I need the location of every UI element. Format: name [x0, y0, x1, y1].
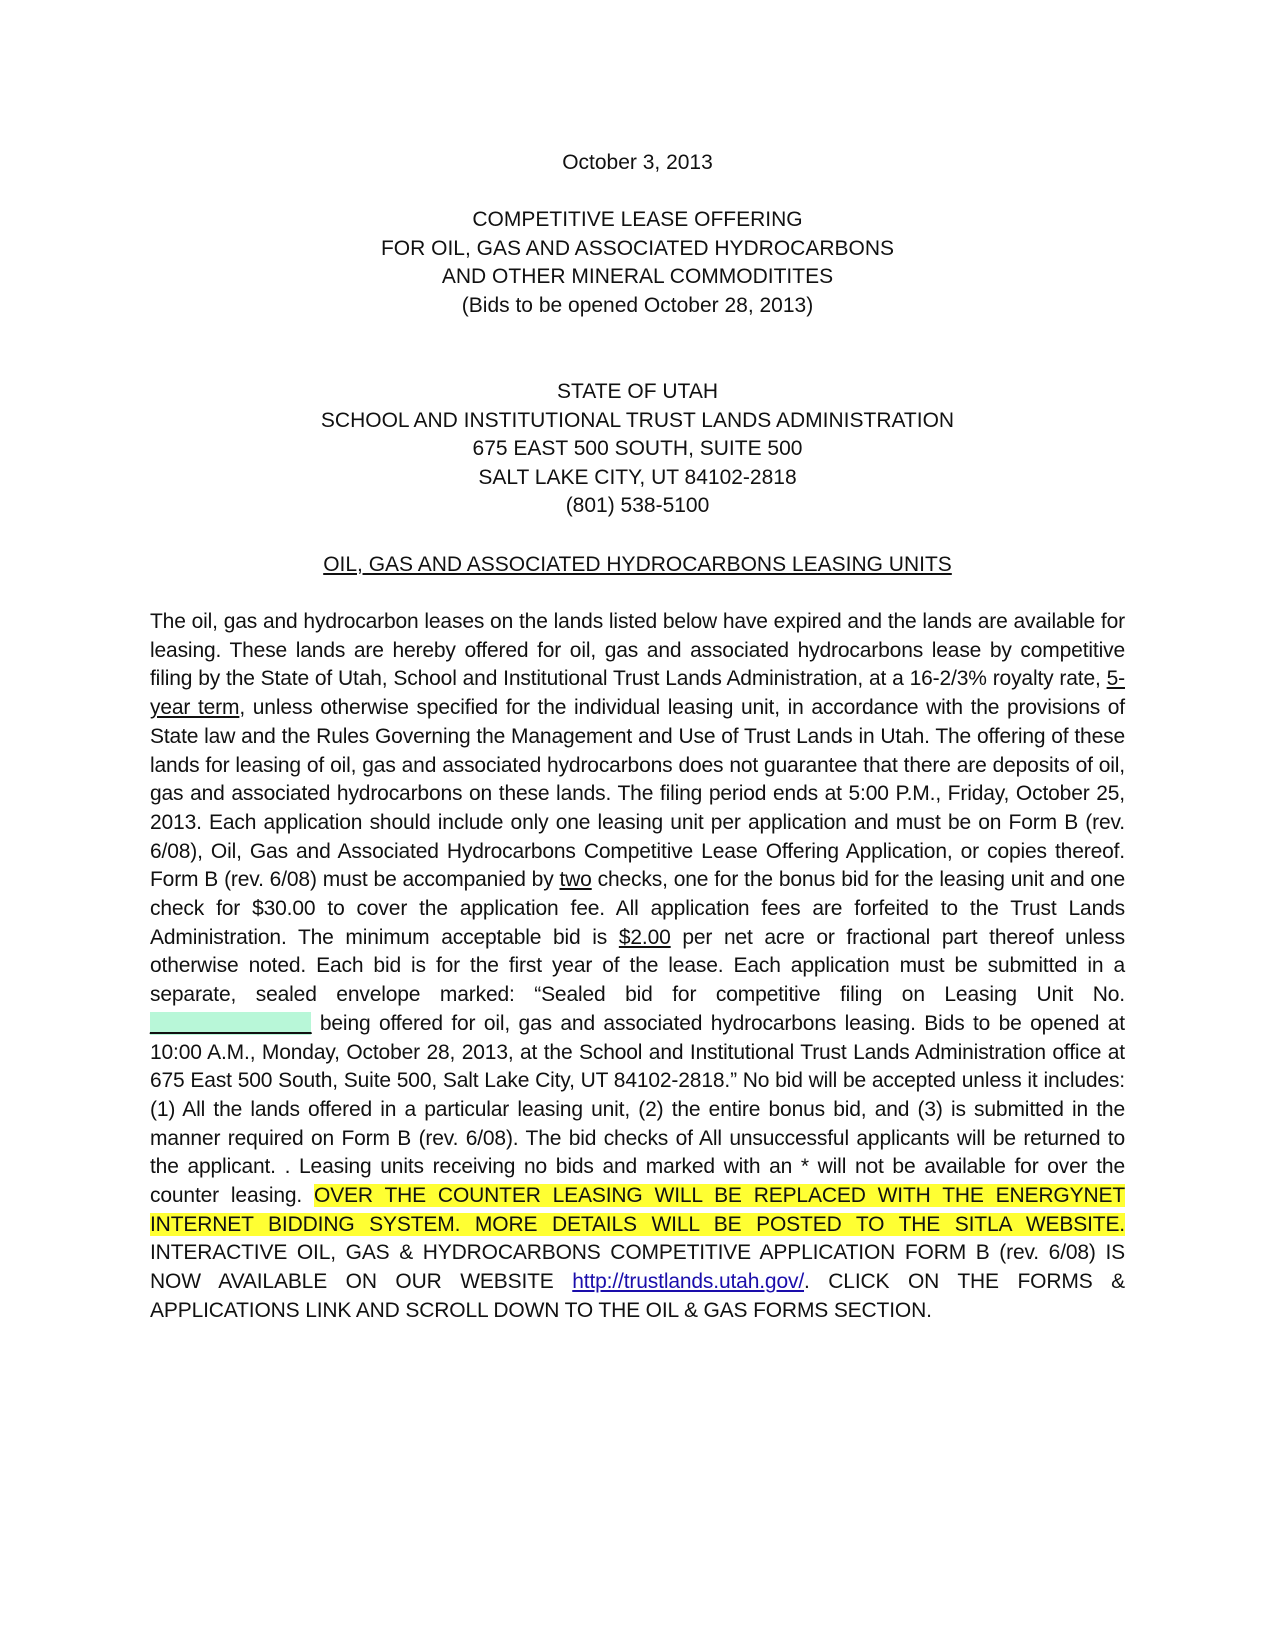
leasing-unit-blank: ______________	[150, 1011, 312, 1035]
body-text-segment: INTERACTIVE OIL, GAS & HYDROCARBONS COMPETITIVE APPLICATION FORM B (rev. 6/08) IS NOW AVAILABLE ON OUR WEBSITE	[150, 1241, 1125, 1294]
offering-body-paragraph	[150, 608, 1125, 1326]
energynet-highlight-notice: OVER THE COUNTER LEASING WILL BE REPLACED WITH THE ENERGYNET INTERNET BIDDING SYSTEM. MORE DETAILS WILL BE POSTED TO THE SITLA WEBSITE.	[150, 1184, 1126, 1236]
body-text-segment: per net acre or fractional part thereof unless otherwise noted. Each bid is for the first year of the lease. Each application must be submitted in a separate, sealed envelope marked: “Sealed bid for competitive filing on Leasing Unit No.	[150, 925, 1125, 1007]
lease-term: 5-year term	[150, 667, 1125, 720]
leasing-units-heading	[0, 551, 1275, 580]
agency-address-block	[0, 378, 1275, 521]
minimum-bid: $2.00	[618, 925, 671, 949]
offering-title-line: FOR OIL, GAS AND ASSOCIATED HYDROCARBONS	[380, 236, 895, 260]
agency-state: STATE OF UTAH	[557, 380, 718, 403]
website-link[interactable]: http://trustlands.utah.gov/	[572, 1270, 805, 1294]
agency-name: SCHOOL AND INSTITUTIONAL TRUST LANDS ADMINISTRATION	[320, 408, 955, 432]
agency-city: SALT LAKE CITY, UT 84102-2818	[478, 465, 797, 489]
agency-street: 675 EAST 500 SOUTH, SUITE 500	[472, 437, 803, 460]
body-text-segment: The oil, gas and hydrocarbon leases on the lands listed below have expired and the lands are available for leasing. These lands are hereby offered for oil, gas and associated hydrocarbons lease by competitive filing by the State of Utah, School and Institutional Trust Lands Administration, at a 16-2/3% royalty rate,	[150, 610, 1125, 691]
offering-title-line: COMPETITIVE LEASE OFFERING	[472, 208, 803, 231]
leasing-units-heading-text: OIL, GAS AND ASSOCIATED HYDROCARBONS LEASING UNITS	[323, 553, 952, 576]
bids-opened-note: (Bids to be opened October 28, 2013)	[461, 293, 814, 317]
agency-phone: (801) 538-5100	[565, 494, 710, 517]
check-count: two	[559, 868, 592, 892]
offering-title-line: AND OTHER MINERAL COMMODITITES	[441, 265, 834, 288]
body-text-segment: checks, one for the bonus bid for the leasing unit and one check for $30.00 to cover the application fee. All application fees are forfeited to the Trust Lands Administration. The minimum acceptable bid is	[150, 868, 1125, 949]
body-text-segment: being offered for oil, gas and associated hydrocarbons leasing. Bids to be opened at 10:00 A.M., Monday, October 28, 2013, at the School and Institutional Trust Lands Administration office at 675 East 500 South, Suite 500, Salt Lake City, UT 84102-2818.” No bid will be accepted unless it includes: (1) All the lands offered in a particular leasing unit, (2) the entire bonus bid, and (3) is submitted in the manner required on Form B (rev. 6/08). The bid checks of All unsuccessful applicants will be returned to the applicant. . Leasing units receiving no bids and marked with an * will not be available for over the counter leasing.	[150, 1011, 1125, 1208]
body-text-segment: . CLICK ON THE FORMS & APPLICATIONS LINK AND SCROLL DOWN TO THE OIL & GAS FORMS SECTION.	[150, 1270, 1125, 1322]
offering-title-block	[0, 206, 1275, 320]
body-text-segment: , unless otherwise specified for the individual leasing unit, in accordance with the provisions of State law and the Rules Governing the Management and Use of Trust Lands in Utah. The offering of these lands for leasing of oil, gas and associated hydrocarbons does not guarantee that there are deposits of oil, gas and associated hydrocarbons on these lands. The filing period ends at 5:00 P.M., Friday, October 25, 2013. Each application should include only one leasing unit per application and must be on Form B (rev. 6/08), Oil, Gas and Associated Hydrocarbons Competitive Lease Offering Application, or copies thereof. Form B (rev. 6/08) must be accompanied by	[150, 696, 1125, 892]
document-date: October 3, 2013	[562, 151, 713, 174]
